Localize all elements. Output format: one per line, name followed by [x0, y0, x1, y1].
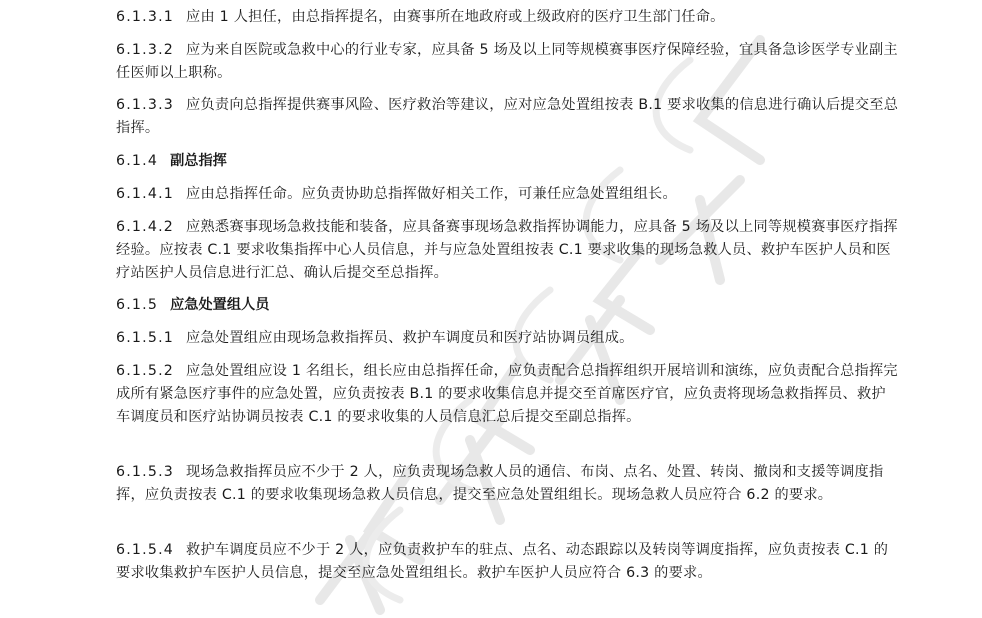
clause-6-1-5-4	[116, 539, 900, 585]
clause-text: 应由总指挥任命。应负责协助总指挥做好相关工作，可兼任应急处置组组长。	[186, 186, 677, 202]
section-number: 6.1.5	[116, 297, 159, 313]
clause-text: 应急处置组应由现场急救指挥员、救护车调度员和医疗站协调员组成。	[186, 330, 634, 346]
clause-number: 6.1.5.2	[116, 363, 175, 379]
section-heading-6-1-5	[116, 294, 269, 317]
clause-6-1-3-1	[116, 6, 900, 29]
clause-number: 6.1.5.4	[116, 542, 175, 558]
clause-text: 救护车调度员应不少于 2 人，应负责救护车的驻点、点名、动态跟踪以及转岗等调度指挥，应负责按表 C.1 的要求收集救护车医护人员信息，提交至应急处置组组长。救护车医护人员应符合 6.3 的要求。	[116, 542, 889, 581]
clause-6-1-4-1	[116, 183, 900, 206]
clause-number: 6.1.3.2	[116, 42, 175, 58]
clause-text: 现场急救指挥员应不少于 2 人，应负责现场急救人员的通信、布岗、点名、处置、转岗、撤岗和支援等调度指挥，应负责按表 C.1 的要求收集现场急救人员信息，提交至应急处置组组长。现场急救人员应符合 6.2 的要求。	[116, 464, 884, 503]
clause-number: 6.1.3.1	[116, 9, 175, 25]
clause-number: 6.1.3.3	[116, 97, 175, 113]
clause-text: 应由 1 人担任，由总指挥提名，由赛事所在地政府或上级政府的医疗卫生部门任命。	[186, 9, 725, 25]
clause-text: 应急处置组应设 1 名组长，组长应由总指挥任命，应负责配合总指挥组织开展培训和演练，应负责配合总指挥完成所有紧急医疗事件的应急处置，应负责按表 B.1 的要求收集信息并提交至首席医疗官，应负责将现场急救指挥员、救护车调度员和医疗站协调员按表 C.1 的要求收集的人员信息汇总后提交至副总指挥。	[116, 363, 898, 425]
clause-6-1-3-3	[116, 94, 900, 140]
section-title: 应急处置组人员	[170, 297, 270, 313]
section-number: 6.1.4	[116, 153, 159, 169]
clause-number: 6.1.5.3	[116, 464, 175, 480]
clause-number: 6.1.5.1	[116, 330, 175, 346]
clause-6-1-5-2	[116, 360, 900, 429]
clause-6-1-5-3	[116, 461, 900, 507]
clause-text: 应为来自医院或急救中心的行业专家，应具备 5 场及以上同等规模赛事医疗保障经验，宜具备急诊医学专业副主任医师以上职称。	[116, 42, 898, 81]
document-page	[116, 0, 900, 618]
clause-6-1-4-2	[116, 216, 900, 285]
clause-number: 6.1.4.1	[116, 186, 175, 202]
clause-6-1-3-2	[116, 39, 900, 85]
section-heading-6-1-4	[116, 150, 227, 173]
clause-text: 应熟悉赛事现场急救技能和装备，应具备赛事现场急救指挥协调能力，应具备 5 场及以上同等规模赛事医疗指挥经验。应按表 C.1 要求收集指挥中心人员信息，并与应急处置组按表 C.1 要求收集的现场急救人员、救护车医护人员和医疗站医护人员信息进行汇总、确认后提交至总指挥。	[116, 219, 898, 281]
clause-text: 应负责向总指挥提供赛事风险、医疗救治等建议，应对应急处置组按表 B.1 要求收集的信息进行确认后提交至总指挥。	[116, 97, 899, 136]
clause-number: 6.1.4.2	[116, 219, 175, 235]
section-title: 副总指挥	[170, 153, 227, 169]
clause-6-1-5-1	[116, 327, 900, 350]
